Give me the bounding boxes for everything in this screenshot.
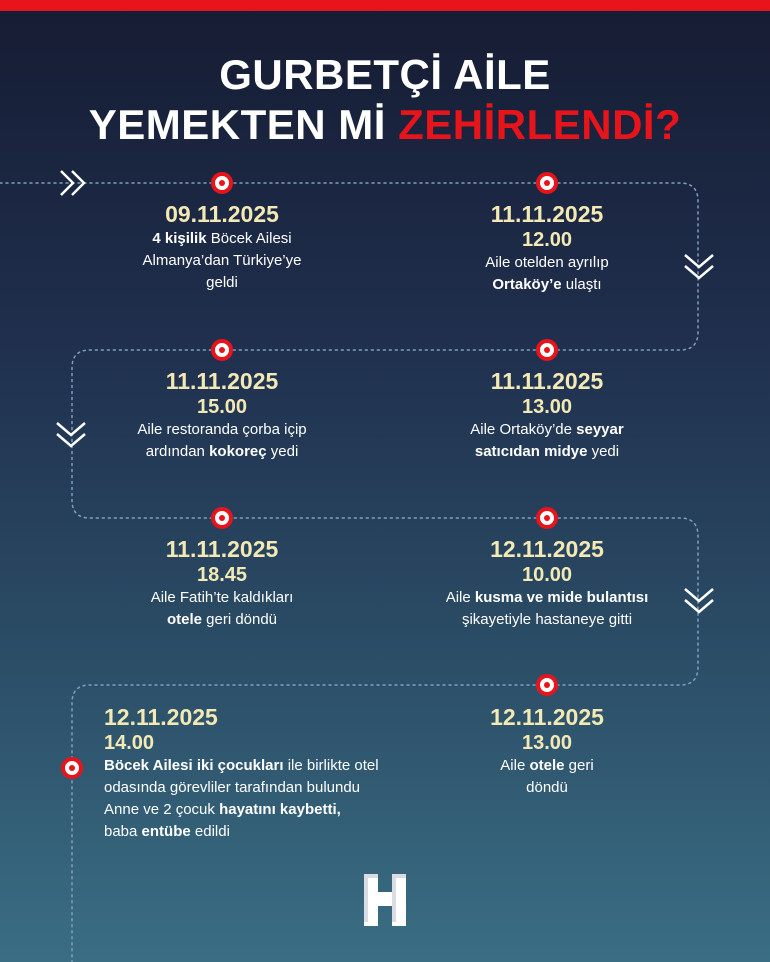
event-description — [397, 755, 697, 799]
title-line-2-white: YEMEKTEN Mİ — [88, 101, 399, 148]
timeline-event — [397, 367, 697, 463]
event-description-line — [397, 441, 697, 463]
event-description-line — [397, 609, 697, 631]
event-highlight-text: kusma ve mide bulantısı — [474, 589, 649, 606]
event-description — [397, 419, 697, 463]
event-highlight-text: entübe — [141, 823, 191, 840]
timeline-dot-icon — [211, 507, 233, 529]
timeline-dot-icon — [536, 674, 558, 696]
event-highlight-text: Böcek Ailesi iki çocukları — [104, 757, 284, 774]
event-text: geldi — [206, 274, 238, 291]
event-description-line — [397, 419, 697, 441]
timeline-event — [397, 200, 697, 296]
timeline-event — [397, 535, 697, 631]
event-text: odasında görevliler tarafından bulundu — [104, 779, 361, 796]
event-text: Aile — [500, 757, 530, 774]
event-text: geri döndü — [201, 611, 278, 628]
event-text: Aile Ortaköy’de — [470, 421, 577, 438]
event-highlight-text: seyyar — [576, 421, 624, 438]
event-description — [104, 755, 414, 843]
event-text: Aile Fatih’te kaldıkları — [150, 589, 294, 606]
event-time: 14.00 — [104, 732, 155, 754]
event-description-line — [72, 272, 372, 294]
timeline-dot-icon — [536, 507, 558, 529]
event-date: 12.11.2025 — [490, 704, 604, 730]
event-highlight-text: hayatını kaybetti, — [219, 801, 341, 818]
event-highlight-text: satıcıdan midye — [474, 443, 588, 460]
event-text: geri — [564, 757, 594, 774]
timeline-dot-icon — [536, 172, 558, 194]
event-description-line — [72, 609, 372, 631]
chevron-right-icon — [58, 168, 88, 198]
event-date: 12.11.2025 — [104, 704, 218, 730]
event-description — [72, 228, 372, 294]
timeline-dot-icon — [211, 172, 233, 194]
event-time: 13.00 — [521, 732, 573, 754]
event-description-line — [72, 228, 372, 250]
event-time: 18.45 — [196, 564, 248, 586]
event-description — [72, 587, 372, 631]
event-highlight-text: otele — [529, 757, 565, 774]
event-time: 15.00 — [196, 396, 248, 418]
event-description-line — [104, 755, 414, 777]
event-text: Böcek Ailesi — [206, 230, 292, 247]
timeline-dot-icon — [536, 339, 558, 361]
event-description — [397, 252, 697, 296]
timeline-event — [104, 703, 414, 843]
event-description-line — [397, 274, 697, 296]
event-date: 11.11.2025 — [165, 368, 279, 394]
event-text: ardından — [145, 443, 210, 460]
event-highlight-text: kokoreç — [209, 443, 267, 460]
timeline-event — [72, 367, 372, 463]
event-text: Almanya’dan Türkiye’ye — [142, 252, 302, 269]
timeline-event — [72, 200, 372, 294]
event-text: Aile — [445, 589, 475, 606]
event-description-line — [72, 587, 372, 609]
event-description — [72, 419, 372, 463]
timeline-dot-icon — [61, 757, 83, 779]
event-text: yedi — [266, 443, 299, 460]
event-description-line — [104, 799, 414, 821]
event-description-line — [72, 419, 372, 441]
event-highlight-text: 4 kişilik — [152, 230, 207, 247]
event-text: şikayetiyle hastaneye gitti — [461, 611, 633, 628]
event-text: yedi — [587, 443, 620, 460]
event-description-line — [397, 777, 697, 799]
timeline-dot-icon — [211, 339, 233, 361]
event-text: ulaştı — [561, 276, 602, 293]
event-description — [397, 587, 697, 631]
event-highlight-text: Ortaköy’e — [492, 276, 562, 293]
event-description-line — [104, 777, 414, 799]
event-text: döndü — [526, 779, 568, 796]
event-text: Aile restoranda çorba içip — [137, 421, 307, 438]
event-description-line — [397, 755, 697, 777]
event-time: 12.00 — [521, 229, 573, 251]
timeline-event — [72, 535, 372, 631]
event-text: Anne ve 2 çocuk — [104, 801, 220, 818]
event-date: 09.11.2025 — [165, 201, 279, 227]
title-line-2-red: ZEHİRLENDİ? — [398, 101, 682, 148]
event-description-line — [397, 252, 697, 274]
timeline-event — [397, 703, 697, 799]
event-description-line — [72, 250, 372, 272]
h-logo-icon — [358, 870, 412, 930]
event-description-line — [397, 587, 697, 609]
event-highlight-text: otele — [166, 611, 202, 628]
event-date: 11.11.2025 — [165, 536, 279, 562]
event-time: 13.00 — [521, 396, 573, 418]
event-text: edildi — [190, 823, 230, 840]
event-text: baba — [104, 823, 142, 840]
event-description-line — [104, 821, 414, 843]
event-date: 11.11.2025 — [490, 368, 604, 394]
event-time: 10.00 — [521, 564, 573, 586]
event-description-line — [72, 441, 372, 463]
event-date: 11.11.2025 — [490, 201, 604, 227]
title-line-1: GURBETÇİ AİLE — [219, 51, 551, 98]
event-text: Aile otelden ayrılıp — [485, 254, 609, 271]
event-text: ile birlikte otel — [283, 757, 379, 774]
event-date: 12.11.2025 — [490, 536, 604, 562]
